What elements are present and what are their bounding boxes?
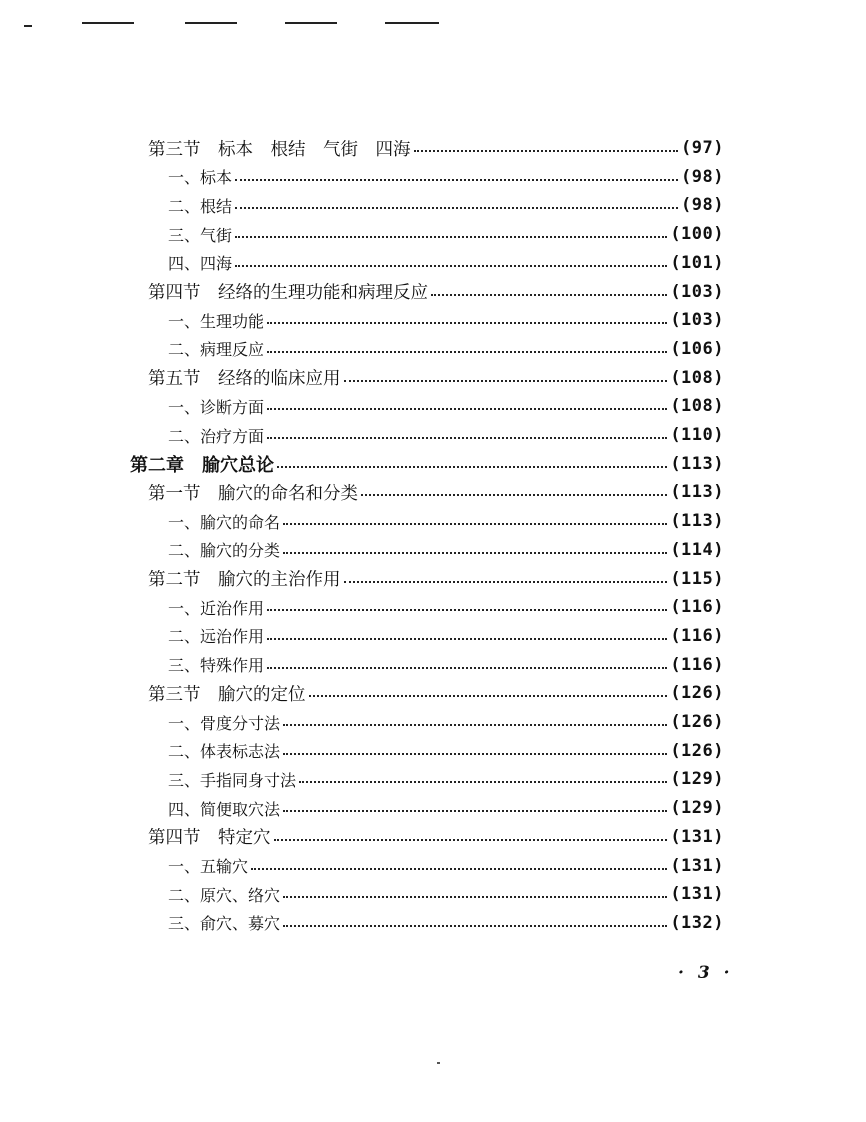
toc-page-number: (108) (670, 367, 724, 388)
toc-page-number: (110) (670, 425, 724, 445)
dot-leader (267, 667, 667, 669)
toc-title: 一、标本 (168, 168, 233, 188)
toc-page-number: (103) (670, 310, 724, 331)
dot-leader (267, 408, 667, 410)
dot-leader (235, 265, 667, 267)
dot-leader (267, 351, 667, 353)
scan-speck (437, 1062, 440, 1064)
dot-leader (283, 753, 667, 755)
dot-leader (299, 781, 667, 783)
toc-title: 第一节 腧穴的命名和分类 (148, 483, 358, 504)
toc-item (168, 536, 724, 564)
toc-title: 第二章 腧穴总论 (130, 454, 274, 476)
toc-page-number: (98) (681, 166, 724, 187)
toc-title: 二、治疗方面 (168, 426, 265, 446)
toc-page-number: (101) (670, 252, 724, 273)
toc-title: 三、手指同身寸法 (168, 770, 297, 790)
toc-title: 第四节 经络的生理功能和病理反应 (148, 283, 428, 303)
toc-page-number: (126) (670, 683, 724, 704)
toc-title: 一、腧穴的命名 (168, 512, 281, 532)
toc-page-number: (103) (670, 281, 724, 302)
toc-page-number: (129) (670, 769, 724, 790)
toc-title: 一、近治作用 (168, 598, 265, 618)
toc-item (168, 794, 724, 822)
dot-leader (283, 896, 667, 898)
toc-title: 一、五输穴 (168, 857, 249, 876)
dot-leader (361, 494, 667, 496)
toc-page-number: (132) (670, 912, 724, 933)
dot-leader (283, 724, 667, 726)
toc-item (168, 249, 724, 277)
dot-leader (251, 868, 667, 870)
toc-title: 二、远治作用 (168, 627, 265, 647)
toc-page-number: (100) (670, 224, 724, 245)
toc-chapter (130, 450, 724, 478)
toc-page-number: (106) (670, 338, 724, 359)
toc-title: 第二节 腧穴的主治作用 (148, 570, 341, 590)
dot-leader (283, 810, 667, 812)
toc-section (148, 478, 724, 506)
toc-page-number: (126) (670, 740, 724, 761)
dot-leader (267, 609, 667, 611)
toc-item (168, 593, 724, 621)
toc-title: 四、简便取穴法 (168, 799, 281, 819)
toc-item (168, 220, 724, 248)
toc-page-number: (131) (670, 826, 724, 847)
toc-page-number: (113) (670, 482, 724, 503)
toc-item (168, 765, 724, 793)
page-number: · 3 · (678, 963, 734, 983)
toc-page-number: (116) (670, 597, 724, 618)
dot-leader (309, 695, 668, 697)
toc-title: 一、骨度分寸法 (168, 713, 281, 733)
toc-title: 三、俞穴、募穴 (168, 914, 281, 934)
dot-leader (235, 236, 667, 238)
toc-page-number: (98) (681, 195, 724, 216)
toc-item (168, 909, 724, 937)
toc-page-number: (108) (670, 396, 724, 417)
toc-section (148, 823, 724, 851)
toc-item (168, 852, 724, 880)
toc-section (148, 565, 724, 593)
toc-page-number: (113) (670, 511, 724, 532)
dot-leader (267, 322, 667, 324)
toc-title: 二、根结 (168, 196, 233, 216)
toc-title: 二、病理反应 (168, 340, 265, 360)
toc-page-number: (129) (670, 798, 724, 819)
dot-leader (344, 380, 668, 382)
dot-leader (277, 466, 667, 468)
dot-leader (283, 925, 667, 927)
toc-item (168, 708, 724, 736)
toc-section (148, 679, 724, 707)
toc-item (168, 622, 724, 650)
toc-item (168, 163, 724, 191)
toc-item (168, 392, 724, 420)
toc-title: 三、气街 (168, 225, 233, 245)
dot-leader (235, 179, 678, 181)
toc-section (148, 134, 724, 162)
toc-item (168, 306, 724, 334)
dot-leader (283, 523, 667, 525)
dot-leader (414, 150, 679, 152)
toc-page-number: (97) (681, 138, 724, 158)
toc-page-number: (113) (670, 453, 724, 474)
dot-leader (431, 294, 667, 296)
dot-leader (283, 552, 667, 554)
toc-page-number: (126) (670, 712, 724, 732)
toc-title: 四、四海 (168, 254, 233, 274)
toc-page-number: (131) (670, 855, 724, 876)
dot-leader (344, 581, 668, 583)
scan-artifact-lines (0, 22, 866, 26)
toc-title: 一、生理功能 (168, 311, 265, 331)
toc-page-number: (116) (670, 625, 724, 646)
toc-item (168, 507, 724, 535)
toc-section (148, 364, 724, 392)
toc-page-number: (131) (670, 884, 724, 905)
dot-leader (267, 437, 667, 439)
toc-title: 第四节 特定穴 (148, 828, 271, 849)
toc-section (148, 278, 724, 306)
toc-item (168, 421, 724, 449)
toc-title: 第三节 标本 根结 气街 四海 (148, 139, 411, 160)
toc-title: 二、原穴、络穴 (168, 885, 281, 905)
toc-title: 三、特殊作用 (168, 656, 265, 676)
dot-leader (274, 839, 668, 841)
toc-item (168, 651, 724, 679)
toc-title: 二、体表标志法 (168, 742, 281, 762)
toc-item (168, 335, 724, 363)
toc-page-number: (114) (670, 539, 724, 560)
toc-item (168, 880, 724, 908)
toc-item (168, 737, 724, 765)
toc-title: 二、腧穴的分类 (168, 541, 281, 561)
dot-leader (235, 207, 678, 209)
toc-title: 第五节 经络的临床应用 (148, 369, 341, 390)
toc-item (168, 191, 724, 219)
toc-title: 一、诊断方面 (168, 397, 265, 417)
toc-page-number: (116) (670, 654, 724, 675)
toc-page-number: (115) (670, 568, 724, 589)
dot-leader (267, 638, 667, 640)
toc-title: 第三节 腧穴的定位 (148, 684, 306, 705)
